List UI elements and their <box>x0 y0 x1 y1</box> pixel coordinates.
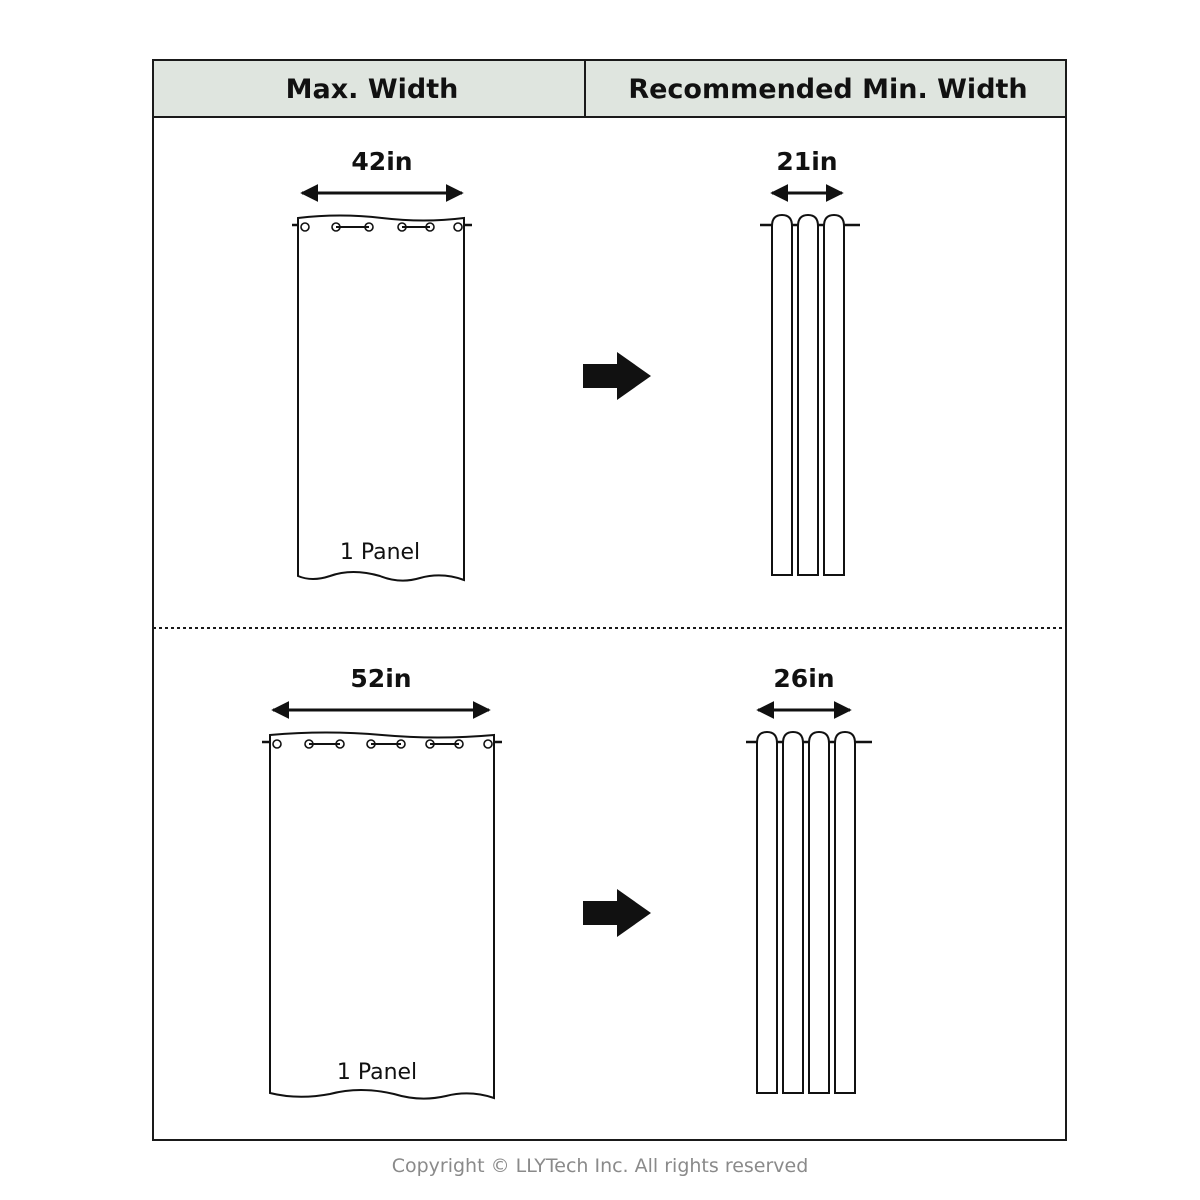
curtain-fold <box>783 732 803 1093</box>
row-1-panel-label: 1 Panel <box>339 540 421 565</box>
curtain-fold <box>824 215 844 575</box>
curtain-fold <box>772 215 792 575</box>
row-1-flat-panel <box>292 216 472 581</box>
flat-curtain-panel <box>298 216 464 581</box>
copyright-notice: Copyright © LLYTech Inc. All rights reserved <box>391 1155 809 1177</box>
curtain-fold <box>798 215 818 575</box>
curtain-fold <box>835 732 855 1093</box>
row-1-recommended-min-width <box>760 147 860 575</box>
row-1-min-width-value: 21in <box>776 147 838 176</box>
right-arrow-icon <box>583 889 651 937</box>
row-1-gathered-panel <box>772 215 844 575</box>
row-1-max-width <box>292 147 472 581</box>
header-recommended-min-width: Recommended Min. Width <box>628 74 1028 105</box>
row-2-flat-panel <box>262 733 502 1099</box>
header-max-width: Max. Width <box>285 74 459 105</box>
row-1-max-width-value: 42in <box>351 147 413 176</box>
curtain-fold <box>809 732 829 1093</box>
row-2-gathered-panel <box>757 732 855 1093</box>
row-2-max-width <box>262 664 502 1099</box>
curtain-fold <box>757 732 777 1093</box>
row-2-max-width-value: 52in <box>350 664 412 693</box>
right-arrow-icon <box>583 352 651 400</box>
row-2-recommended-min-width <box>746 664 872 1093</box>
row-2-min-width-value: 26in <box>773 664 835 693</box>
flat-curtain-panel <box>270 733 494 1099</box>
row-2-panel-label: 1 Panel <box>336 1060 418 1085</box>
